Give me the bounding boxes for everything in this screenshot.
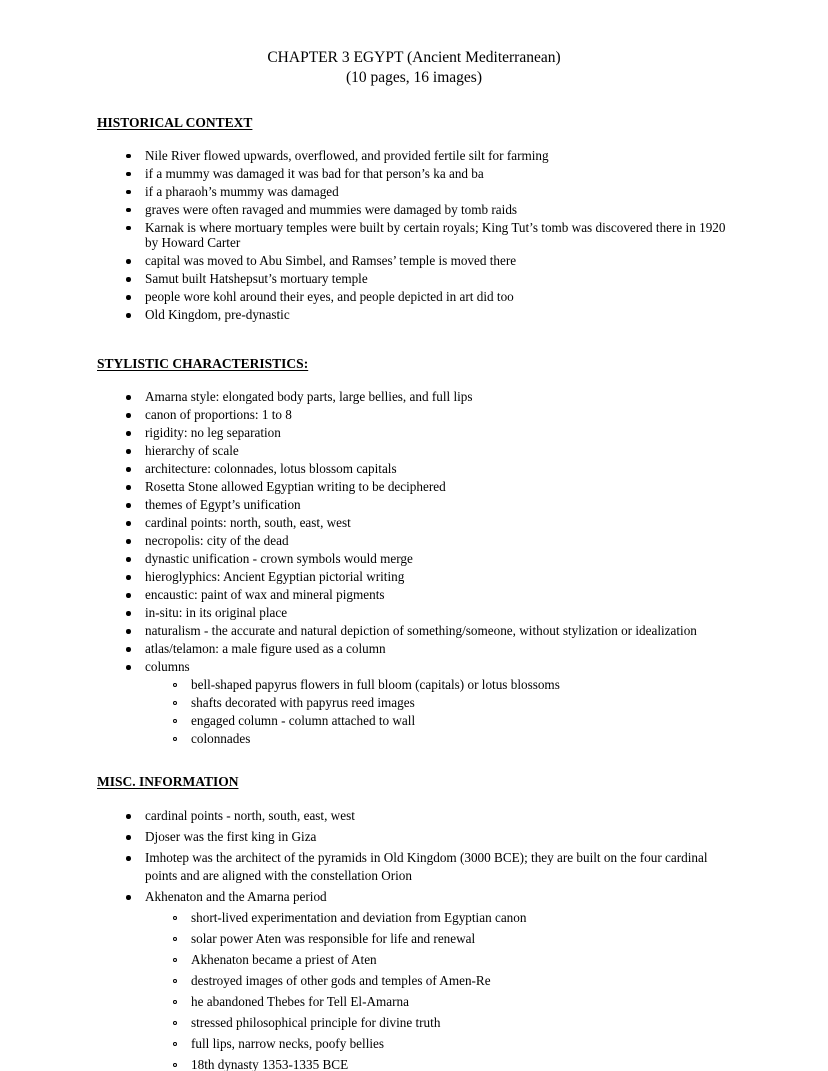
sub-bullet-list-akhenaton bbox=[145, 909, 731, 1071]
section-heading-misc-information: MISC. INFORMATION bbox=[97, 774, 239, 790]
sub-list-item bbox=[145, 972, 731, 990]
list-item-text: Djoser was the first king in Giza bbox=[145, 829, 317, 845]
list-item-text: hierarchy of scale bbox=[145, 443, 239, 459]
list-item-text: Nile River flowed upwards, overflowed, and provided fertile silt for farming bbox=[145, 148, 549, 163]
sub-list-item-text: 18th dynasty 1353-1335 BCE bbox=[191, 1057, 349, 1071]
list-item-text: cardinal points - north, south, east, west bbox=[145, 808, 355, 824]
list-item-text: Karnak is where mortuary temples were built by certain royals; King Tut’s tomb was discovered there in 1920 by Howard Carter bbox=[145, 220, 726, 251]
list-item bbox=[97, 497, 731, 512]
list-item bbox=[97, 533, 731, 548]
sub-list-item-text: short-lived experimentation and deviation from Egyptian canon bbox=[191, 910, 527, 925]
list-item-text: cardinal points: north, south, east, west bbox=[145, 515, 351, 531]
sub-list-item-text: engaged column - column attached to wall bbox=[191, 713, 416, 729]
list-item bbox=[97, 605, 731, 620]
section-historical-context bbox=[97, 114, 731, 323]
list-item bbox=[97, 479, 731, 494]
list-item-text: canon of proportions: 1 to 8 bbox=[145, 407, 292, 423]
sub-list-item bbox=[145, 1056, 731, 1071]
list-item bbox=[97, 551, 731, 566]
list-item-text: rigidity: no leg separation bbox=[145, 425, 281, 441]
document-title-line-2: (10 pages, 16 images) bbox=[345, 69, 483, 86]
sub-list-item-text: full lips, narrow necks, poofy bellies bbox=[191, 1036, 385, 1051]
sub-list-item bbox=[145, 677, 731, 692]
list-item bbox=[97, 659, 731, 746]
list-item-text: hieroglyphics: Ancient Egyptian pictorial writing bbox=[145, 569, 405, 585]
list-item-text: Imhotep was the architect of the pyramids in Old Kingdom (3000 BCE); they are built on the four cardinal points and are aligned with the constellation Orion bbox=[145, 850, 708, 884]
list-item-text: capital was moved to Abu Simbel, and Ramses’ temple is moved there bbox=[145, 253, 517, 269]
sub-list-item bbox=[145, 1035, 731, 1053]
list-item-text: architecture: colonnades, lotus blossom capitals bbox=[145, 461, 397, 477]
list-item-text: people wore kohl around their eyes, and people depicted in art did too bbox=[145, 289, 514, 305]
document-body bbox=[97, 48, 731, 1071]
list-item bbox=[97, 253, 731, 268]
sub-list-item-text: bell-shaped papyrus flowers in full bloom (capitals) or lotus blossoms bbox=[191, 677, 560, 693]
list-item bbox=[97, 184, 731, 199]
list-item bbox=[97, 220, 731, 251]
list-item bbox=[97, 148, 731, 163]
list-item-text: Rosetta Stone allowed Egyptian writing to be deciphered bbox=[145, 479, 446, 495]
sub-list-item bbox=[145, 731, 731, 746]
list-item bbox=[97, 587, 731, 602]
list-item bbox=[97, 407, 731, 422]
list-item bbox=[97, 888, 731, 1071]
bullet-list-stylistic-characteristics bbox=[97, 389, 731, 746]
bullet-list-misc-information bbox=[97, 807, 731, 1071]
section-spacer bbox=[97, 325, 731, 355]
list-item bbox=[97, 623, 731, 638]
list-item bbox=[97, 202, 731, 217]
list-item-text: columns bbox=[145, 659, 190, 675]
list-item-text: atlas/telamon: a male figure used as a column bbox=[145, 641, 386, 657]
list-item-text: graves were often ravaged and mummies were damaged by tomb raids bbox=[145, 202, 518, 217]
list-item bbox=[97, 828, 731, 846]
list-item bbox=[97, 443, 731, 458]
list-item bbox=[97, 849, 731, 885]
sub-list-item-text: stressed philosophical principle for divine truth bbox=[191, 1015, 441, 1030]
document-title bbox=[97, 48, 731, 88]
list-item-text: if a mummy was damaged it was bad for that person’s ka and ba bbox=[145, 166, 484, 181]
section-heading-historical-context: HISTORICAL CONTEXT bbox=[97, 115, 253, 130]
list-item bbox=[97, 425, 731, 440]
list-item bbox=[97, 807, 731, 825]
list-item-text: encaustic: paint of wax and mineral pigments bbox=[145, 587, 385, 603]
list-item bbox=[97, 307, 731, 322]
sub-list-item bbox=[145, 713, 731, 728]
sub-list-item bbox=[145, 951, 731, 969]
section-spacer bbox=[97, 749, 731, 773]
sub-list-item-text: Akhenaton became a priest of Aten bbox=[191, 952, 377, 967]
sub-list-item-text: he abandoned Thebes for Tell El-Amarna bbox=[191, 994, 409, 1009]
sub-list-item bbox=[145, 909, 731, 927]
list-item-text: Amarna style: elongated body parts, large bellies, and full lips bbox=[145, 389, 473, 405]
list-item bbox=[97, 166, 731, 181]
list-item-text: Old Kingdom, pre-dynastic bbox=[145, 307, 290, 323]
sub-bullet-list-columns bbox=[145, 677, 731, 746]
list-item-text: if a pharaoh’s mummy was damaged bbox=[145, 184, 339, 199]
list-item bbox=[97, 569, 731, 584]
list-item-text: Akhenaton and the Amarna period bbox=[145, 889, 327, 905]
document-title-line-1: CHAPTER 3 EGYPT (Ancient Mediterranean) bbox=[267, 49, 561, 66]
list-item-text: dynastic unification - crown symbols would merge bbox=[145, 551, 413, 567]
list-item bbox=[97, 641, 731, 656]
sub-list-item bbox=[145, 993, 731, 1011]
section-heading-stylistic-characteristics: STYLISTIC CHARACTERISTICS: bbox=[97, 356, 309, 372]
sub-list-item-text: colonnades bbox=[191, 731, 251, 747]
sub-list-item-text: solar power Aten was responsible for life and renewal bbox=[191, 931, 476, 946]
list-item-text: themes of Egypt’s unification bbox=[145, 497, 301, 513]
heading-row-historical-context bbox=[97, 114, 731, 132]
list-item bbox=[97, 461, 731, 476]
sub-list-item bbox=[145, 695, 731, 710]
section-stylistic-characteristics bbox=[97, 355, 731, 746]
list-item bbox=[97, 515, 731, 530]
sub-list-item bbox=[145, 930, 731, 948]
list-item-text: in-situ: in its original place bbox=[145, 605, 288, 621]
heading-row-stylistic-characteristics bbox=[97, 355, 731, 373]
list-item bbox=[97, 289, 731, 304]
list-item-text: naturalism - the accurate and natural depiction of something/someone, without stylization or idealization bbox=[145, 623, 697, 639]
list-item-text: Samut built Hatshepsut’s mortuary temple bbox=[145, 271, 368, 287]
sub-list-item-text: destroyed images of other gods and temples of Amen-Re bbox=[191, 973, 491, 988]
list-item bbox=[97, 389, 731, 404]
list-item bbox=[97, 271, 731, 286]
list-item-text: necropolis: city of the dead bbox=[145, 533, 289, 549]
heading-row-misc-information bbox=[97, 773, 731, 791]
sub-list-item bbox=[145, 1014, 731, 1032]
sub-list-item-text: shafts decorated with papyrus reed images bbox=[191, 695, 415, 711]
section-misc-information bbox=[97, 773, 731, 1071]
bullet-list-historical-context bbox=[97, 148, 731, 323]
